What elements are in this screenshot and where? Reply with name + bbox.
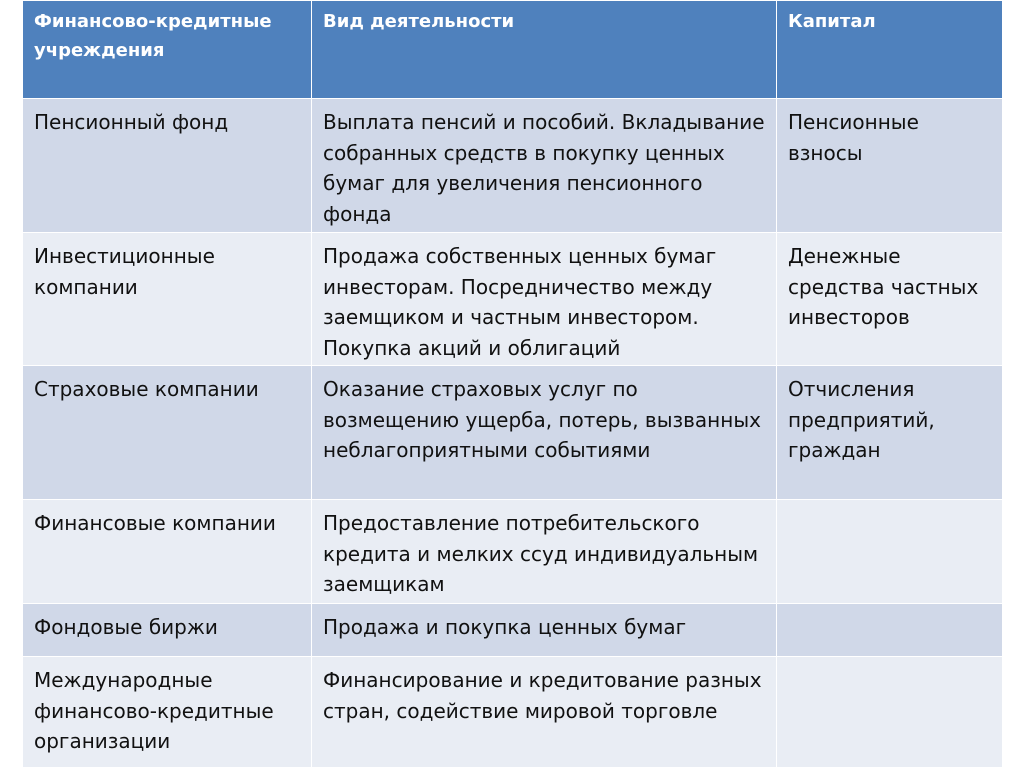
table-row [23,99,1003,233]
header-institutions: Финансово-кредитные учреждения [23,1,312,99]
table-row [23,500,1003,604]
cell-activity: Продажа и покупка ценных бумаг [312,604,777,657]
cell-capital [777,500,1003,604]
table-row [23,604,1003,657]
cell-capital: Отчисления предприятий, граждан [777,366,1003,500]
cell-activity: Выплата пенсий и пособий. Вкладывание собранных средств в покупку ценных бумаг для увеличения пенсионного фонда [312,99,777,233]
financial-institutions-table [22,0,1002,767]
cell-institution: Международные финансово-кредитные организации [23,657,312,767]
cell-institution: Финансовые компании [23,500,312,604]
cell-capital: Пенсионные взносы [777,99,1003,233]
cell-institution: Страховые компании [23,366,312,500]
cell-activity: Финансирование и кредитование разных стран, содействие мировой торговле [312,657,777,767]
cell-activity: Оказание страховых услуг по возмещению ущерба, потерь, вызванных неблагоприятными событиями [312,366,777,500]
header-capital: Капитал [777,1,1003,99]
cell-capital [777,604,1003,657]
cell-capital: Денежные средства частных инвесторов [777,233,1003,366]
cell-institution: Инвестиционные компании [23,233,312,366]
table-row [23,366,1003,500]
header-activity: Вид деятельности [312,1,777,99]
table-header-row [23,1,1003,99]
cell-institution: Фондовые биржи [23,604,312,657]
financial-institutions-table-wrapper [22,0,1002,767]
cell-activity: Продажа собственных ценных бумаг инвесторам. Посредничество между заемщиком и частным инвестором. Покупка акций и облигаций [312,233,777,366]
cell-capital [777,657,1003,767]
cell-institution: Пенсионный фонд [23,99,312,233]
table-row [23,657,1003,767]
cell-activity: Предоставление потребительского кредита и мелких ссуд индивидуальным заемщикам [312,500,777,604]
table-row [23,233,1003,366]
